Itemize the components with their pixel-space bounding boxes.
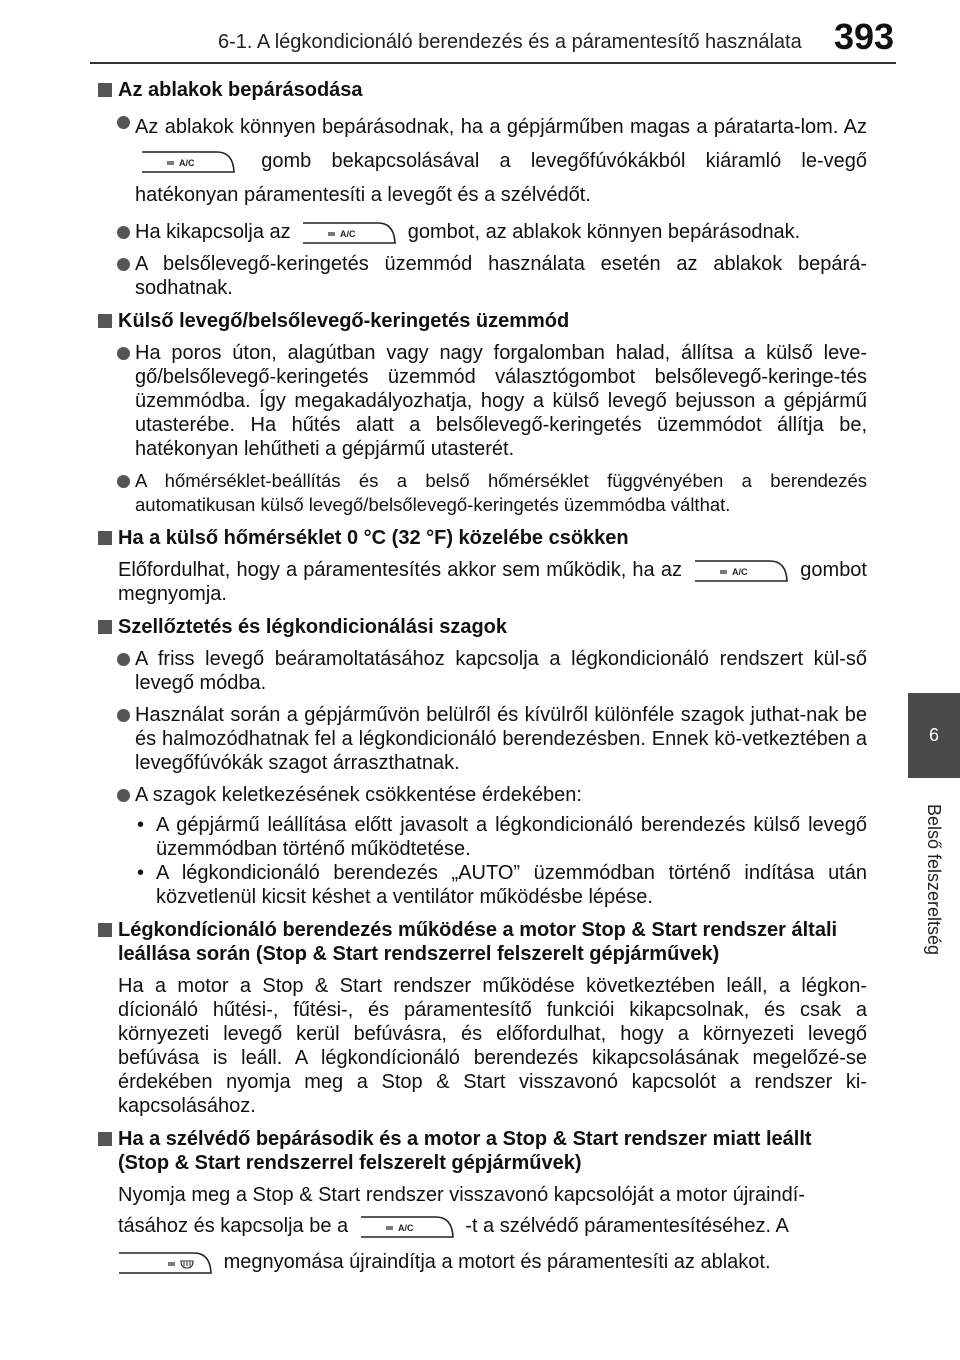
bullet-item: A hőmérséklet-beállítás és a belső hőmérséklet függvényében a berendezés automatikusan külső levegő/belsőlevegő-keringetés üzemmódba válthat. [97, 469, 867, 517]
section-stop-start-ac [97, 918, 867, 1118]
bullet-item [97, 110, 867, 212]
bullet-text: Az ablakok könnyen bepárásodnak, ha a gépjárműben magas a páratarta-lom. Az [135, 116, 867, 138]
section-title: Légkondícionáló berendezés működése a motor Stop & Start rendszer általi leállása során (Stop & Start rendszerrel felszerelt gépjárművek) [97, 918, 867, 966]
paragraph-text: -t a szélvédő páramentesítéséhez. A [465, 1215, 789, 1237]
ac-button-icon [141, 151, 235, 173]
page-content [97, 78, 867, 1279]
sub-list-item: • A gépjármű leállítása előtt javasolt a légkondicionáló berendezés külső levegő üzemmódban történő működtetése. [97, 813, 867, 861]
sub-list-item: • A légkondicionáló berendezés „AUTO” üzemmódban történő indítása után közvetlenül kicsit késhet a ventilátor működésbe lépése. [97, 861, 867, 909]
chapter-tab [908, 693, 960, 778]
ac-button-icon [694, 560, 788, 582]
section-title: Ha a külső hőmérséklet 0 °C (32 °F) közelébe csökken [97, 526, 867, 550]
section-stop-start-defog [97, 1127, 867, 1279]
section-title: Ha a szélvédő bepárásodik és a motor a Stop & Start rendszer miatt leállt (Stop & Start rendszerrel felszerelt gépjárművek) [97, 1127, 867, 1175]
page-number: 393 [834, 16, 895, 57]
section-recirculation [97, 309, 867, 517]
bullet-item: Ha poros úton, alagútban vagy nagy forgalomban halad, állítsa a külső leve-gő/belsőlevegő-keringetés üzemmód választógombot belsőlevegő-keringe-tés üzemmódba. Így megakadályozhatja, hogy a külső levegő bejusson a gépjármű utasterébe. Ha hűtés alatt a belsőlevegő-keringetés üzemmódot állítja be, hatékonyan lehűtheti a gépjármű utasterét. [97, 341, 867, 461]
ac-button-label: A/C [340, 228, 356, 239]
ac-button-icon [360, 1216, 454, 1238]
paragraph [97, 558, 867, 606]
chapter-label-text: Belső felszereltség [924, 803, 945, 955]
chapter-label [909, 784, 959, 974]
chapter-number: 6 [928, 725, 939, 745]
bullet-item: Használat során a gépjárművön belülről és kívülről különféle szagok juthat-nak be és halmozódhatnak fel a légkondicionáló berendezésben. Ennek kö-vetkeztében a levegőfúvókák szagot árraszthatnak. [97, 703, 867, 775]
windshield-defogger-button-icon [118, 1252, 212, 1274]
bullet-text: Ha kikapcsolja az [135, 221, 291, 243]
section-low-temperature [97, 526, 867, 606]
ac-button-label: A/C [397, 1222, 414, 1233]
bullet-text: gombot, az ablakok könnyen bepárásodnak. [407, 221, 801, 243]
ac-button-label: A/C [179, 157, 195, 168]
paragraph-text: gombot megnyomja. [118, 559, 867, 605]
paragraph-text: tásához és kapcsolja be a [118, 1215, 349, 1237]
section-title: Külső levegő/belsőlevegő-keringetés üzemmód [97, 309, 867, 333]
section-title: Az ablakok bepárásodása [97, 78, 867, 102]
paragraph [97, 1245, 867, 1279]
sub-list [97, 813, 867, 909]
section-window-fogging [97, 78, 867, 300]
page-header [0, 0, 960, 60]
paragraph-text: megnyomása újraindítja a motort és páramentesíti az ablakot. [223, 1251, 771, 1273]
bullet-item: A friss levegő beáramoltatásához kapcsolja a légkondicionáló rendszert kül-ső levegő módba. [97, 647, 867, 695]
paragraph [97, 1209, 867, 1243]
bullet-item: A szagok keletkezésének csökkentése érdekében: [97, 783, 867, 807]
section-odors [97, 615, 867, 909]
paragraph-text: Előfordulhat, hogy a páramentesítés akkor sem működik, ha az [118, 559, 682, 581]
header-title: 6-1. A légkondicionáló berendezés és a páramentesítő használata [218, 31, 802, 53]
paragraph: Nyomja meg a Stop & Start rendszer visszavonó kapcsolóját a motor újraindí- [118, 1184, 805, 1206]
header-rule [90, 62, 896, 64]
bullet-item [97, 220, 867, 244]
bullet-text: gomb bekapcsolásával a levegőfúvókákból kiáramló le-vegő hatékonyan páramentesíti a levegőt és a szélvédőt. [135, 150, 868, 206]
paragraph: Ha a motor a Stop & Start rendszer működése következtében leáll, a légkon-dícionáló hűtési-, fűtési-, és páramentesítő funkciói kikapcsolnak, és csak a környezeti levegő kerül befúvásra, és előfordulhat, hogy a környezeti levegő befúvása is leáll. A légkondícionáló berendezés kikapcsolásának megelőzé-se érdekében nyomja meg a Stop & Start visszavonó kapcsolót a rendszer ki-kapcsolásához. [118, 975, 867, 1117]
section-title: Szellőztetés és légkondicionálási szagok [97, 615, 867, 639]
ac-button-label: A/C [732, 566, 748, 577]
bullet-item: A belsőlevegő-keringetés üzemmód használata esetén az ablakok bepárá-sodhatnak. [97, 252, 867, 300]
ac-button-icon [302, 222, 396, 244]
